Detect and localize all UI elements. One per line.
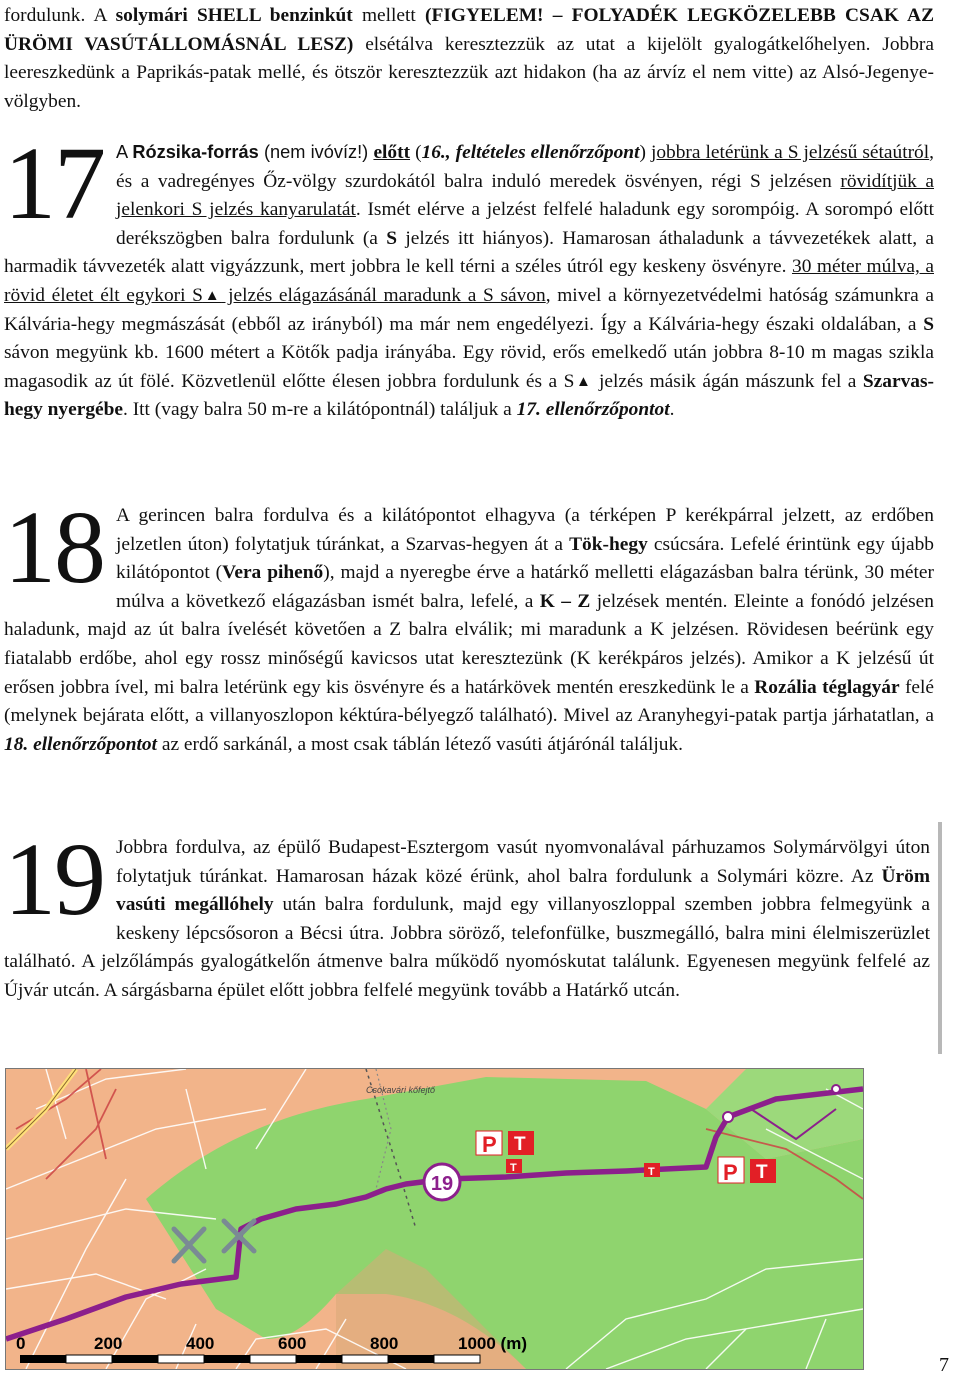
s17-text: jobbra letérünk a S jelzésű sétaútról <box>650 142 930 163</box>
vertical-bar <box>938 822 942 1054</box>
s17-text: , és a vadregényes Őz-völgy szurdokától balra induló meredek ösvényen, régi S jelzésen <box>116 142 934 192</box>
s18-text: ), majd a nyeregbe érve a határkő melletti elágazásban balra térünk, 30 méter múlva a következő elágazásban ismét balra, lefelé, a <box>116 562 934 612</box>
scale-label: 400 <box>186 1334 215 1353</box>
section-18 <box>4 490 935 759</box>
checkpoint-19-marker <box>424 1164 460 1200</box>
s17-text: (nem ivóvíz!) <box>258 142 374 162</box>
checkpoint-label: 19 <box>430 1173 454 1195</box>
intro-text: elsétálva keresztezzük az utat a kijelölt gyalogátkelőhelyen. Jobbra leereszkedünk a Paprikás-patak mellé, és ötször keresztezzük azt hidakon (ha az árvíz el nem vitte) az Alsó-Jegenye-völgyben. <box>4 33 934 112</box>
triangle-icon: ▲ <box>574 373 593 390</box>
s17-text: jelzés itt hiányos). Hamarosan áthaladunk a távvezetékek alatt, a harmadik távvezeték alatt vigyázzunk, mert jobbra le kell térni a széles útról egy keskeny ösvényre. <box>4 227 934 278</box>
s19-text: után balra fordulunk, majd egy villanyoszloppal szemben jobbra felmegyünk a keskeny lépcsősoron a Bécsi útra. Jobbra söröző, telefonfülke, buszmegálló, balra mini élelmiszerüzlet található. A jelzőlámpás gyalogátkelőn átmenve balra működő nyomóskutat találunk. Egyenesen megyünk felfelé az Újvár utcán. A sárgásbarna épület előtt jobbra felfelé megyünk tovább a Határkő utcán. <box>4 894 930 1001</box>
t-letter-small: T <box>648 1166 655 1178</box>
s17-text: A <box>116 142 133 162</box>
junction-node <box>832 1085 840 1093</box>
s18-text: csúcsára. Lefelé érintünk egy újabb kilátópontot ( <box>116 533 934 584</box>
s17-text: jelzés elágazásánál maradunk a S sávon <box>221 284 546 306</box>
water-warning: (FIGYELEM! – FOLYADÉK LEGKÖZELEBB CSAK AZ ÜRÖMI VASÚTÁLLOMÁSNÁL LESZ) <box>4 5 934 55</box>
t-letter-small: T <box>510 1162 517 1174</box>
s18-text: jelzések mentén. Eleinte a fonódó jelzésen haladunk, majd az út balra ívelését követően a Z balra elválik; mi maradunk a K jelzésen. Rövidesen beérünk egy fiatalabb erdőbe, ahol egy rossz minőségű kavicsos utat keresztezünk (K kerékpáros jelzés). Amikor a K jelzésű út erősen jobbra ível, mi balra letérünk egy kis ösvényre és a határkövek mentén ereszkedünk le a <box>4 590 934 698</box>
s17-text: jelzés másik ágán mászunk fel a <box>592 370 863 392</box>
section-19 <box>4 822 930 1006</box>
section-number-17: 17 <box>4 126 104 241</box>
vera-piheno: Vera pihenő <box>222 562 324 584</box>
checkpoint-16: 16., feltételes ellenőrzőpont <box>421 142 640 163</box>
s17-text: 30 méter múlva, a rövid életet élt egykori S <box>4 256 934 306</box>
t-letter: T <box>756 1162 768 1183</box>
rozsika-forras: Rózsika-forrás <box>132 142 259 162</box>
s17-text: S <box>386 227 398 249</box>
s18-text: A gerincen balra fordulva és a kilátópontot elhagyva (a térképen P kerékpárral jelzett, az erdőben jelzetlen úton) folytatjuk túránkat, a Szarvas-hegyen át a <box>116 505 934 555</box>
t-letter: T <box>514 1134 526 1155</box>
urom-station: Üröm vasúti megállóhely <box>116 865 930 916</box>
scale-label: 1000 (m) <box>458 1334 527 1353</box>
intro-text: mellett <box>352 5 426 26</box>
shell-station: solymári SHELL benzinkút <box>115 5 353 26</box>
map-canvas <box>6 1069 863 1369</box>
k-z-marks: K – Z <box>539 590 591 612</box>
scale-label: 600 <box>278 1334 307 1353</box>
intro-paragraph <box>4 2 934 116</box>
rozalia-teglagyar: Rozália téglagyár <box>754 676 900 698</box>
section-17 <box>4 126 935 425</box>
checkpoint-18: 18. ellenőrzőpontot <box>4 733 157 755</box>
s17-text: előtt <box>373 142 411 163</box>
page-number: 7 <box>939 1354 949 1376</box>
s17-text: sávon megyünk kb. 1600 métert a Kötők padja irányába. Egy rövid, erős emelkedő után jobbra 8-10 m magas szikla magasodik az út fölé. Közvetlenül előtte élesen jobbra fordulunk és a S <box>4 342 934 392</box>
scale-label: 0 <box>16 1334 26 1353</box>
checkpoint-17: 17. ellenőrzőpontot <box>516 399 670 421</box>
section-number-19: 19 <box>4 822 104 937</box>
triangle-icon: ▲ <box>202 287 222 304</box>
s17-text: rövidítjük a jelenkori S jelzés kanyarulatát <box>116 170 935 221</box>
s19-text: Jobbra fordulva, az épülő Budapest-Esztergom vasút nyomvonalával párhuzamos Solymárvölgyi úton folytatjuk túránkat. Hamarosan házak közé érünk, ahol balra fordulunk a Solymári közre. Az <box>116 837 930 887</box>
t-sign-small-1 <box>506 1159 522 1174</box>
s18-text: felé (melynek bejárata előtt, a villanyoszlopon kéktúra-bélyegző található). Mivel az Aranyhegyi-patak partja járhatatlan, a <box>4 676 935 727</box>
s17-text: , mivel a környezetvédelmi hatóság számunkra a Kálvária-hegy megmászását (ebből az irányból) ma már nem engedélyezi. Így a Kálvária-hegy északi oldalában, a <box>4 284 935 335</box>
p-letter: P <box>723 1160 738 1185</box>
p-letter: P <box>482 1132 497 1157</box>
s17-text: ) <box>639 142 651 163</box>
szarvas-hegy-nyereg: Szarvas-hegy nyergébe <box>4 370 934 421</box>
s17-text: . <box>669 399 675 421</box>
place-label: Csókavári kőfejtő <box>366 1085 436 1095</box>
t-sign-small-2 <box>644 1163 660 1178</box>
s18-text: az erdő sarkánál, a most csak táblán létező vasúti átjárónál találjuk. <box>157 733 684 755</box>
s17-text: . Itt (vagy balra 50 m-re a kilátópontnál) találjuk a <box>123 399 517 421</box>
s17-text: . Ismét elérve a jelzést felfelé haladunk egy sorompóig. A sorompó előtt derékszögben balra fordulunk (a <box>116 199 934 249</box>
s17-text: S <box>923 313 934 335</box>
route-map <box>5 1068 864 1370</box>
section-number-18: 18 <box>4 490 104 605</box>
s17-text: ( <box>410 142 422 163</box>
junction-node <box>723 1112 733 1122</box>
scale-label: 800 <box>370 1334 399 1353</box>
scale-label: 200 <box>94 1334 123 1353</box>
intro-text: fordulunk. A <box>4 5 116 26</box>
tok-hegy: Tök-hegy <box>569 533 648 555</box>
